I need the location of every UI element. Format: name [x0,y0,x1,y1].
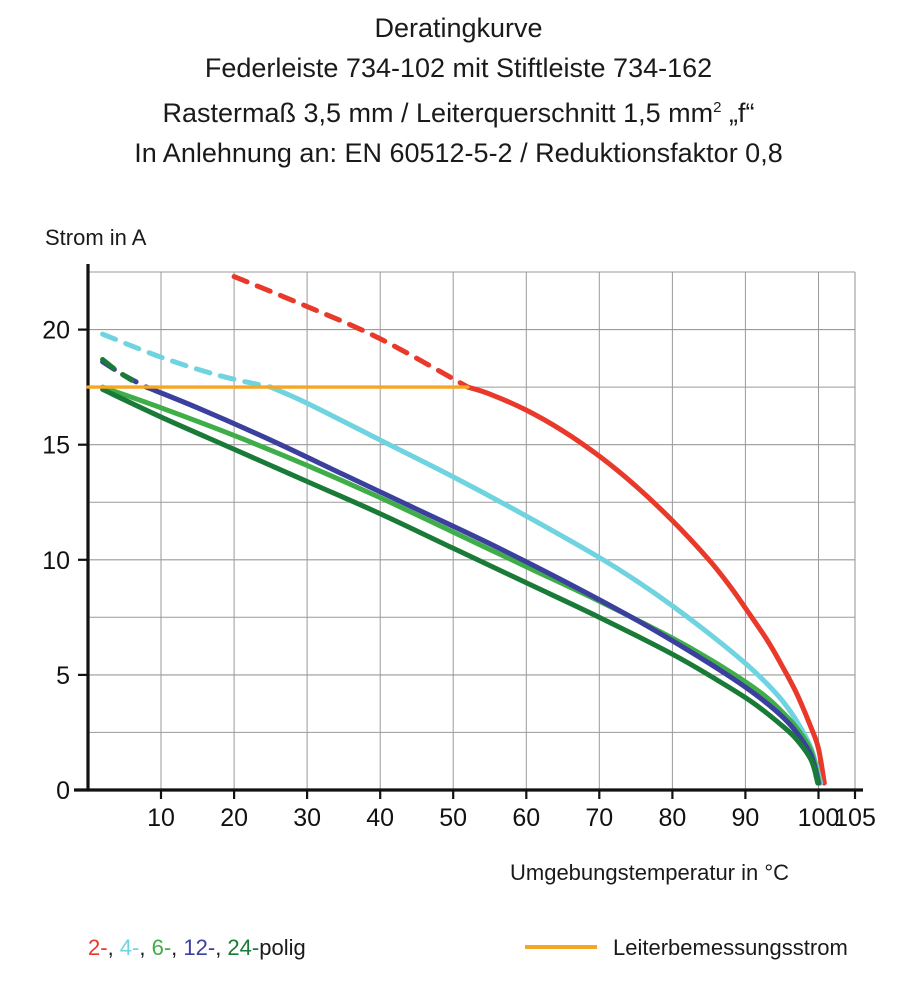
y-tick-label: 0 [56,777,70,805]
title-line-3-main: Rastermaß 3,5 mm / Leiterquerschnitt 1,5 mm [162,98,714,128]
legend-poles-2: 2- [88,935,108,960]
legend-rated-current [525,935,848,961]
x-tick-label: 80 [658,804,687,832]
x-tick-label: 90 [731,804,760,832]
legend-poles-4: 4- [119,935,140,960]
legend-poles-24: 24- [227,935,260,960]
x-tick-label: 20 [220,804,249,832]
series-line [103,359,132,380]
series-line [146,387,818,783]
legend-poles-6: 6- [151,935,172,960]
legend-sep-3: , [171,935,184,960]
x-tick-label: 50 [439,804,468,832]
x-tick-label: 100 [797,804,840,832]
title-line-1: Deratingkurve [374,13,543,43]
y-axis-label: Strom in A [45,225,147,250]
x-tick-label: 10 [147,804,175,832]
legend-poles-12: 12- [183,935,216,960]
y-tick-label: 5 [56,661,70,690]
legend-poles-suffix: polig [259,935,306,960]
x-tick-label: 30 [293,804,322,832]
legend-sep-1: , [107,935,120,960]
title-line-2: Federleiste 734-102 mit Stiftleiste 734-162 [204,53,713,83]
x-axis-label: Umgebungstemperatur in °C [510,860,790,885]
series-line [103,389,818,783]
legend-sep-2: , [139,935,152,960]
y-tick-label: 20 [42,316,70,345]
x-tick-label: 70 [585,804,614,832]
title-line-4: In Anlehnung an: EN 60512-5-2 / Reduktionsfaktor 0,8 [134,138,783,168]
title-line-3-tail: „f“ [721,98,755,128]
x-tick-label: 40 [366,804,395,832]
legend-poles [88,935,306,961]
series-line [234,277,468,388]
x-tick-label: 60 [512,804,541,832]
chart-legend [0,935,917,985]
y-tick-label: 15 [42,431,70,460]
legend-rated-current-label: Leiterbemessungsstrom [613,935,848,960]
series-line [103,387,820,783]
legend-swatch-icon [525,945,597,949]
title-line-3-superscript: 2 [713,99,722,116]
x-tick-label: 105 [834,804,876,832]
legend-sep-4: , [215,935,228,960]
series-line [271,387,821,783]
y-tick-label: 10 [42,546,70,575]
